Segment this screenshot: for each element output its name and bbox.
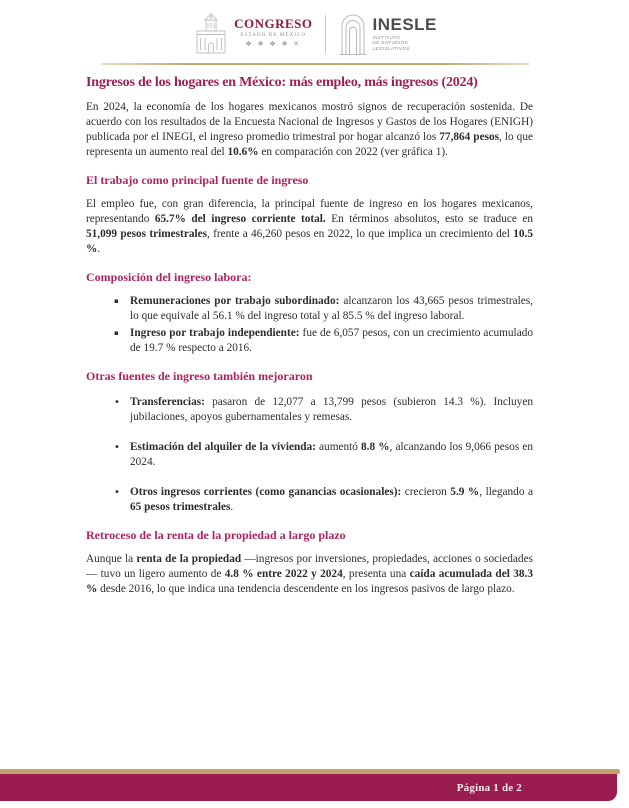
logo-divider	[325, 15, 326, 53]
inesle-subtitle-line: LEGISLATIVOS	[372, 45, 410, 51]
congreso-logo	[192, 10, 312, 56]
list-item	[86, 326, 533, 356]
section-heading-composicion: Composición del ingreso labora:	[86, 270, 252, 284]
square-bullet-icon: ▪	[114, 329, 119, 337]
section-heading-retroceso: Retroceso de la renta de la propiedad a largo plazo	[86, 528, 346, 542]
list-item-text: Transferencias: pasaron de 12,077 a 13,799 pesos (subieron 14.3 %). Incluyen jubilaciones, apoyos gubernamentales y remesas.	[130, 396, 533, 423]
list-item	[86, 294, 533, 324]
congreso-subtitle: ESTADO DE MÉXICO	[240, 33, 307, 38]
section-heading-trabajo: El trabajo como principal fuente de ingreso	[86, 173, 309, 187]
section-heading-otras-fuentes: Otras fuentes de ingreso también mejoraron	[86, 369, 313, 383]
retroceso-paragraph: Aunque la renta de la propiedad —ingresos por inversiones, propiedades, acciones o sociedades— tuvo un ligero aumento de 4.8 % entre 2022 y 2024, presenta una caída acumulada del 38.3 % desde 2016, lo que indica una tendencia descendente en los ingresos pasivos de largo plazo.	[86, 553, 533, 595]
round-bullet-icon: •	[114, 442, 120, 453]
otras-fuentes-bullet-list	[86, 395, 533, 515]
list-item	[86, 485, 533, 515]
inesle-wordmark	[373, 16, 437, 51]
list-item-text: Ingreso por trabajo independiente: fue de 6,057 pesos, con un crecimiento acumulado de 19.7 % respecto a 2016.	[130, 327, 533, 354]
round-bullet-icon: •	[114, 397, 120, 408]
inesle-logo	[338, 10, 437, 56]
list-item	[86, 440, 533, 470]
intro-paragraph: En 2024, la economía de los hogares mexicanos mostró signos de recuperación sostenida. De acuerdo con los resultados de la Encuesta Nacional de Ingresos y Gastos de los Hogares (ENIGH) publicada por el INEGI, el ingreso promedio trimestral por hogar alcanzó los 77,864 pesos, lo que representa un aumento real del 10.6% en comparación con 2022 (ver gráfica 1).	[86, 101, 533, 158]
square-bullet-icon: ▪	[114, 297, 119, 305]
arch-icon	[338, 10, 368, 56]
logo-row	[0, 0, 629, 60]
footer-maroon-bar	[0, 774, 617, 801]
congreso-ornament-glyphs: ❖ ❖ ❖ ❖ ✕	[245, 40, 302, 48]
trabajo-paragraph: El empleo fue, con gran diferencia, la principal fuente de ingreso en los hogares mexicanos, representando 65.7% del ingreso corriente total. En términos absolutos, esto se traduce en 51,099 pesos trimestrales, frente a 46,260 pesos en 2022, lo que implica un crecimiento del 10.5 %.	[86, 198, 533, 255]
page-number-label: Página 1 de 2	[456, 781, 522, 794]
congreso-wordmark	[234, 16, 312, 48]
list-item-text: Remuneraciones por trabajo subordinado: alcanzaron los 43,665 pesos trimestrales, lo que equivale al 56.1 % del ingreso total y al 85.5 % del ingreso laboral.	[130, 295, 533, 322]
page-header	[0, 0, 629, 65]
page-title: Ingresos de los hogares en México: más empleo, más ingresos (2024)	[86, 75, 478, 90]
document-body	[86, 75, 533, 597]
congress-building-icon	[192, 10, 230, 56]
inesle-subtitle	[373, 35, 437, 51]
list-item	[86, 395, 533, 425]
inesle-subtitle-line: DE ESTUDIOS	[372, 40, 409, 46]
inesle-subtitle-line: INSTITUTO	[372, 35, 401, 40]
round-bullet-icon: •	[114, 487, 120, 498]
header-rule	[101, 63, 529, 65]
list-item-text: Estimación del alquiler de la vivienda: aumentó 8.8 %, alcanzando los 9,066 pesos en 2024.	[130, 441, 533, 468]
composicion-bullet-list	[86, 294, 533, 356]
inesle-name: INESLE	[372, 15, 437, 34]
list-item-text: Otros ingresos corrientes (como ganancias ocasionales): crecieron 5.9 %, llegando a 65 pesos trimestrales.	[130, 486, 533, 513]
congreso-name: CONGRESO	[234, 16, 313, 31]
